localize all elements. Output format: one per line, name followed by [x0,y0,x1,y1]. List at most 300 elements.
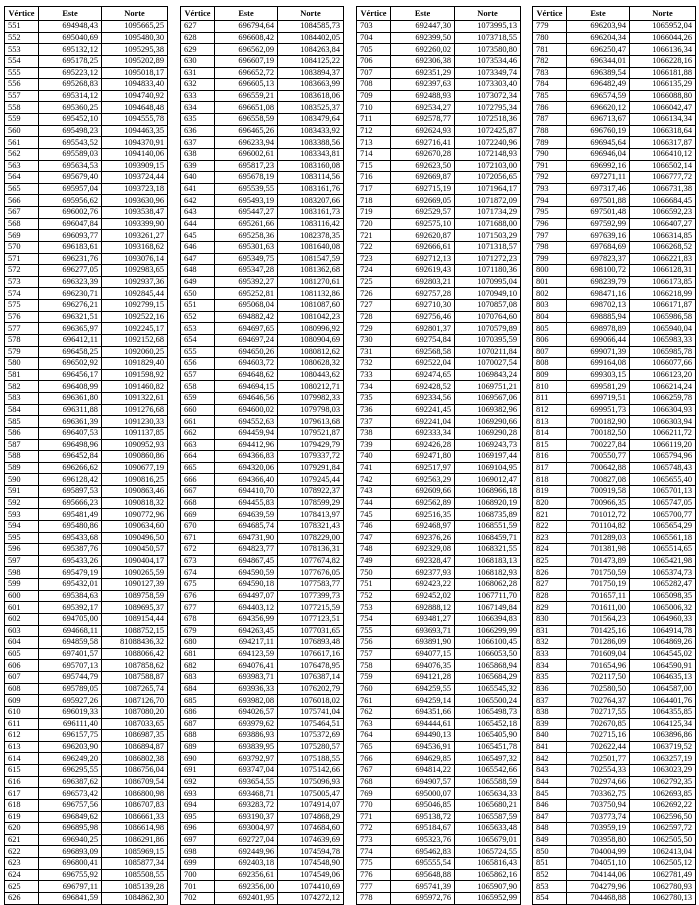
este-cell: 692757,28 [391,288,455,300]
table-row [357,532,521,544]
norte-cell: 1081132,86 [278,288,344,300]
norte-cell: 1095018,17 [102,67,168,79]
table-row [357,21,521,33]
vertex-cell: 734 [357,381,391,393]
vertex-cell: 726 [357,288,391,300]
table-row [533,695,696,707]
norte-cell: 1073534,46 [455,55,521,67]
norte-cell: 1085139,28 [102,881,168,893]
vertex-cell: 642 [181,195,215,207]
vertex-cell: 786 [533,102,567,114]
este-cell: 698100,72 [567,265,630,277]
este-cell: 694263,45 [215,625,278,637]
norte-cell: 1064587,00 [630,683,696,695]
vertex-cell: 580 [5,358,39,370]
table-row [181,381,344,393]
este-cell: 692888,12 [391,602,455,614]
norte-cell: 1083479,64 [278,114,344,126]
vertex-cell: 750 [357,567,391,579]
coordinates-table-2 [180,6,344,905]
este-cell: 696757,56 [39,799,102,811]
vertex-cell: 807 [533,346,567,358]
este-cell: 696277,05 [39,265,102,277]
norte-cell: 1066684,45 [630,195,696,207]
este-cell: 695479,19 [39,567,102,579]
table-row [181,788,344,800]
vertex-cell: 634 [181,102,215,114]
norte-cell: 1069104,95 [455,462,521,474]
vertex-cell: 854 [533,892,567,904]
table-row [181,241,344,253]
este-cell: 702974,66 [567,776,630,788]
header-este: Este [39,7,102,21]
este-cell: 700182,90 [567,416,630,428]
este-cell: 694697,24 [215,334,278,346]
vertex-cell: 712 [357,125,391,137]
vertex-cell: 621 [5,834,39,846]
header-vertice: Vértice [533,7,567,21]
table-row [5,125,168,137]
vertex-cell: 763 [357,718,391,730]
table-row [357,602,521,614]
table-row [357,381,521,393]
vertex-cell: 697 [181,834,215,846]
este-cell: 696841,59 [39,892,102,904]
table-row [533,811,696,823]
norte-cell: 1086802,38 [102,753,168,765]
vertex-cell: 570 [5,241,39,253]
table-row [5,741,168,753]
norte-cell: 1066123,20 [630,369,696,381]
norte-cell: 1090496,50 [102,532,168,544]
norte-cell: 1075741,04 [278,706,344,718]
norte-cell: 1094740,92 [102,90,168,102]
este-cell: 696573,42 [39,788,102,800]
vertex-cell: 651 [181,300,215,312]
table-row [357,613,521,625]
este-cell: 694814,22 [391,765,455,777]
table-row [357,253,521,265]
vertex-cell: 591 [5,486,39,498]
norte-cell: 1065498,73 [455,706,521,718]
norte-cell: 1090404,17 [102,555,168,567]
table-row [533,381,696,393]
vertex-cell: 795 [533,207,567,219]
este-cell: 692669,05 [391,195,455,207]
table-row [533,753,696,765]
table-row [5,765,168,777]
este-cell: 695184,67 [391,823,455,835]
norte-cell: 1075142,66 [278,765,344,777]
este-cell: 692666,61 [391,241,455,253]
norte-cell: 1084263,84 [278,44,344,56]
este-cell: 694121,28 [391,672,455,684]
table-row [181,276,344,288]
norte-cell: 1086707,83 [102,799,168,811]
norte-cell: 1066053,50 [455,648,521,660]
vertex-cell: 583 [5,393,39,405]
norte-cell: 1073349,74 [455,67,521,79]
table-row [533,474,696,486]
table-row [357,637,521,649]
vertex-cell: 789 [533,137,567,149]
este-cell: 695555,54 [391,858,455,870]
table-body [5,21,168,905]
este-cell: 695178,25 [39,55,102,67]
table-row [5,579,168,591]
este-cell: 695433,68 [39,532,102,544]
vertex-cell: 588 [5,451,39,463]
table-row [533,346,696,358]
vertex-cell: 645 [181,230,215,242]
este-cell: 695360,25 [39,102,102,114]
norte-cell: 1065952,04 [630,21,696,33]
este-cell: 692578,77 [391,114,455,126]
este-cell: 695897,53 [39,486,102,498]
vertex-cell: 668 [181,497,215,509]
este-cell: 694259,55 [391,683,455,695]
vertex-cell: 731 [357,346,391,358]
norte-cell: 1066134,34 [630,114,696,126]
este-cell: 694536,91 [391,741,455,753]
table-row [5,823,168,835]
header-vertice: Vértice [357,7,391,21]
table-row [533,858,696,870]
vertex-cell: 756 [357,637,391,649]
table-row [181,509,344,521]
vertex-cell: 747 [357,532,391,544]
este-cell: 694552,63 [215,416,278,428]
vertex-cell: 626 [5,892,39,904]
table-row [181,567,344,579]
norte-cell: 1083343,81 [278,148,344,160]
norte-cell: 1084585,73 [278,21,344,33]
norte-cell: 1078229,00 [278,532,344,544]
vertex-cell: 844 [533,776,567,788]
vertex-cell: 777 [357,881,391,893]
este-cell: 694650,26 [215,346,278,358]
este-cell: 696002,61 [215,148,278,160]
este-cell: 702117,50 [567,672,630,684]
vertex-cell: 559 [5,114,39,126]
este-cell: 704468,88 [567,892,630,904]
este-cell: 692399,50 [391,32,455,44]
vertex-cell: 781 [533,44,567,56]
vertex-cell: 812 [533,404,567,416]
este-cell: 695433,26 [39,555,102,567]
table-row [357,462,521,474]
table-row [181,846,344,858]
este-cell: 693891,90 [391,637,455,649]
este-cell: 695927,26 [39,695,102,707]
norte-cell: 1083116,42 [278,218,344,230]
este-cell: 695648,88 [391,869,455,881]
este-cell: 701381,98 [567,544,630,556]
este-cell: 692756,46 [391,311,455,323]
table-row [181,311,344,323]
norte-cell: 1072425,87 [455,125,521,137]
table-row [533,416,696,428]
vertex-cell: 845 [533,788,567,800]
este-cell: 696458,25 [39,346,102,358]
este-cell: 694455,83 [215,497,278,509]
header-norte: Norte [455,7,521,21]
table-row [5,230,168,242]
norte-cell: 1079337,72 [278,451,344,463]
este-cell: 694497,07 [215,590,278,602]
vertex-cell: 643 [181,207,215,219]
table-row [5,846,168,858]
vertex-cell: 659 [181,393,215,405]
vertex-cell: 826 [533,567,567,579]
vertex-cell: 803 [533,300,567,312]
norte-cell: 1065587,59 [455,811,521,823]
vertex-cell: 720 [357,218,391,230]
norte-cell: 1089758,59 [102,590,168,602]
norte-cell: 1094370,91 [102,137,168,149]
norte-cell: 1066218,99 [630,288,696,300]
este-cell: 696266,62 [39,462,102,474]
vertex-cell: 831 [533,625,567,637]
vertex-cell: 565 [5,183,39,195]
vertex-cell: 706 [357,55,391,67]
este-cell: 697684,69 [567,241,630,253]
este-cell: 695789,05 [39,683,102,695]
table-row [357,858,521,870]
vertex-cell: 615 [5,765,39,777]
este-cell: 692727,04 [215,834,278,846]
este-cell: 704144,06 [567,869,630,881]
este-cell: 696361,80 [39,393,102,405]
vertex-cell: 817 [533,462,567,474]
este-cell: 696311,88 [39,404,102,416]
este-cell: 695384,63 [39,590,102,602]
norte-cell: 1070995,04 [455,276,521,288]
este-cell: 693190,37 [215,811,278,823]
norte-cell: 1071272,23 [455,253,521,265]
este-cell: 692423,22 [391,579,455,591]
vertex-cell: 661 [181,416,215,428]
este-cell: 695817,23 [215,160,278,172]
vertex-cell: 829 [533,602,567,614]
vertex-cell: 755 [357,625,391,637]
este-cell: 692334,56 [391,393,455,405]
norte-cell: 1062413,04 [630,846,696,858]
vertex-cell: 676 [181,590,215,602]
vertex-cell: 636 [181,125,215,137]
norte-cell: 1065747,05 [630,497,696,509]
norte-cell: 1072148,93 [455,148,521,160]
este-cell: 692619,43 [391,265,455,277]
este-cell: 697823,37 [567,253,630,265]
norte-cell: 1087033,65 [102,718,168,730]
este-cell: 692516,35 [391,509,455,521]
vertex-cell: 764 [357,730,391,742]
vertex-cell: 690 [181,753,215,765]
este-cell: 696389,54 [567,67,630,79]
table-row [533,846,696,858]
table-row [533,207,696,219]
table-row [5,439,168,451]
vertex-cell: 611 [5,718,39,730]
este-cell: 692669,87 [391,172,455,184]
este-cell: 696498,96 [39,439,102,451]
table-row [357,148,521,160]
table-row [357,439,521,451]
vertex-cell: 754 [357,613,391,625]
norte-cell: 1064869,26 [630,637,696,649]
table-row [357,730,521,742]
este-cell: 696387,62 [39,776,102,788]
table-row [357,55,521,67]
este-cell: 692452,02 [391,590,455,602]
table-row [181,79,344,91]
este-cell: 702670,85 [567,718,630,730]
table-row [181,625,344,637]
norte-cell: 1079291,84 [278,462,344,474]
este-cell: 692517,97 [391,462,455,474]
header-este: Este [567,7,630,21]
table-row [181,520,344,532]
vertex-cell: 798 [533,241,567,253]
table-row [357,323,521,335]
este-cell: 697639,16 [567,230,630,242]
este-cell: 696465,26 [215,125,278,137]
table-row [5,276,168,288]
este-cell: 701657,11 [567,590,630,602]
este-cell: 696946,04 [567,148,630,160]
vertex-cell: 774 [357,846,391,858]
norte-cell: 1089154,44 [102,613,168,625]
vertex-cell: 574 [5,288,39,300]
vertex-cell: 836 [533,683,567,695]
este-cell: 701104,82 [567,520,630,532]
vertex-cell: 753 [357,602,391,614]
norte-cell: 1062781,49 [630,869,696,881]
vertex-cell: 586 [5,427,39,439]
norte-cell: 1065794,96 [630,451,696,463]
vertex-cell: 674 [181,567,215,579]
table-row [5,369,168,381]
vertex-cell: 843 [533,765,567,777]
table-row [181,706,344,718]
norte-cell: 1065282,47 [630,579,696,591]
norte-cell: 1091460,82 [102,381,168,393]
table-row [5,462,168,474]
vertex-cell: 709 [357,90,391,102]
table-row [181,497,344,509]
este-cell: 696800,41 [39,858,102,870]
table-row [533,288,696,300]
norte-cell: 1090634,60 [102,520,168,532]
table-row [357,869,521,881]
este-cell: 699164,08 [567,358,630,370]
norte-cell: 1083160,08 [278,160,344,172]
norte-cell: 1093909,15 [102,160,168,172]
vertex-cell: 801 [533,276,567,288]
este-cell: 702622,44 [567,741,630,753]
este-cell: 695741,39 [391,881,455,893]
norte-cell: 1062693,85 [630,788,696,800]
este-cell: 692397,63 [391,79,455,91]
vertex-cell: 656 [181,358,215,370]
table-row [357,276,521,288]
table-row [5,695,168,707]
table-row [181,195,344,207]
norte-cell: 1092060,25 [102,346,168,358]
norte-cell: 1065561,18 [630,532,696,544]
vertex-cell: 612 [5,730,39,742]
norte-cell: 1074410,69 [278,881,344,893]
este-cell: 692710,30 [391,300,455,312]
norte-cell: 1077583,77 [278,579,344,591]
norte-cell: 1069243,73 [455,439,521,451]
table-row [5,358,168,370]
vertex-cell: 796 [533,218,567,230]
table-row [357,555,521,567]
norte-cell: 1092152,68 [102,334,168,346]
este-cell: 692447,30 [391,21,455,33]
norte-cell: 1065006,32 [630,602,696,614]
table-row [533,323,696,335]
norte-cell: 1086800,98 [102,788,168,800]
table-row [533,79,696,91]
norte-cell: 1079982,33 [278,393,344,405]
norte-cell: 1080904,69 [278,334,344,346]
table-header-row [5,7,168,21]
norte-cell: 1065451,78 [455,741,521,753]
norte-cell: 1078321,43 [278,520,344,532]
table-row [533,393,696,405]
norte-cell: 1092845,44 [102,288,168,300]
vertex-cell: 760 [357,683,391,695]
este-cell: 704004,99 [567,846,630,858]
vertex-cell: 644 [181,218,215,230]
este-cell: 701425,16 [567,625,630,637]
este-cell: 703959,19 [567,823,630,835]
este-cell: 695392,17 [39,602,102,614]
este-cell: 694867,45 [215,555,278,567]
table-row [533,114,696,126]
norte-cell: 1073718,55 [455,32,521,44]
vertex-cell: 725 [357,276,391,288]
este-cell: 699066,44 [567,334,630,346]
vertex-cell: 664 [181,451,215,463]
este-cell: 695349,75 [215,253,278,265]
este-cell: 696276,21 [39,300,102,312]
vertex-cell: 818 [533,474,567,486]
vertex-cell: 671 [181,532,215,544]
vertex-cell: 837 [533,695,567,707]
este-cell: 698471,16 [567,288,630,300]
este-cell: 692488,93 [391,90,455,102]
norte-cell: 1087588,87 [102,672,168,684]
este-cell: 695957,04 [39,183,102,195]
este-cell: 701289,03 [567,532,630,544]
vertex-cell: 599 [5,579,39,591]
vertex-cell: 820 [533,497,567,509]
norte-cell: 1078922,37 [278,486,344,498]
norte-cell: 1065952,99 [455,892,521,904]
vertex-cell: 751 [357,579,391,591]
este-cell: 696230,71 [39,288,102,300]
norte-cell: 1083161,76 [278,183,344,195]
vertex-cell: 738 [357,427,391,439]
norte-cell: 1065500,24 [455,695,521,707]
norte-cell: 1083525,37 [278,102,344,114]
norte-cell: 1094555,78 [102,114,168,126]
table-row [5,811,168,823]
